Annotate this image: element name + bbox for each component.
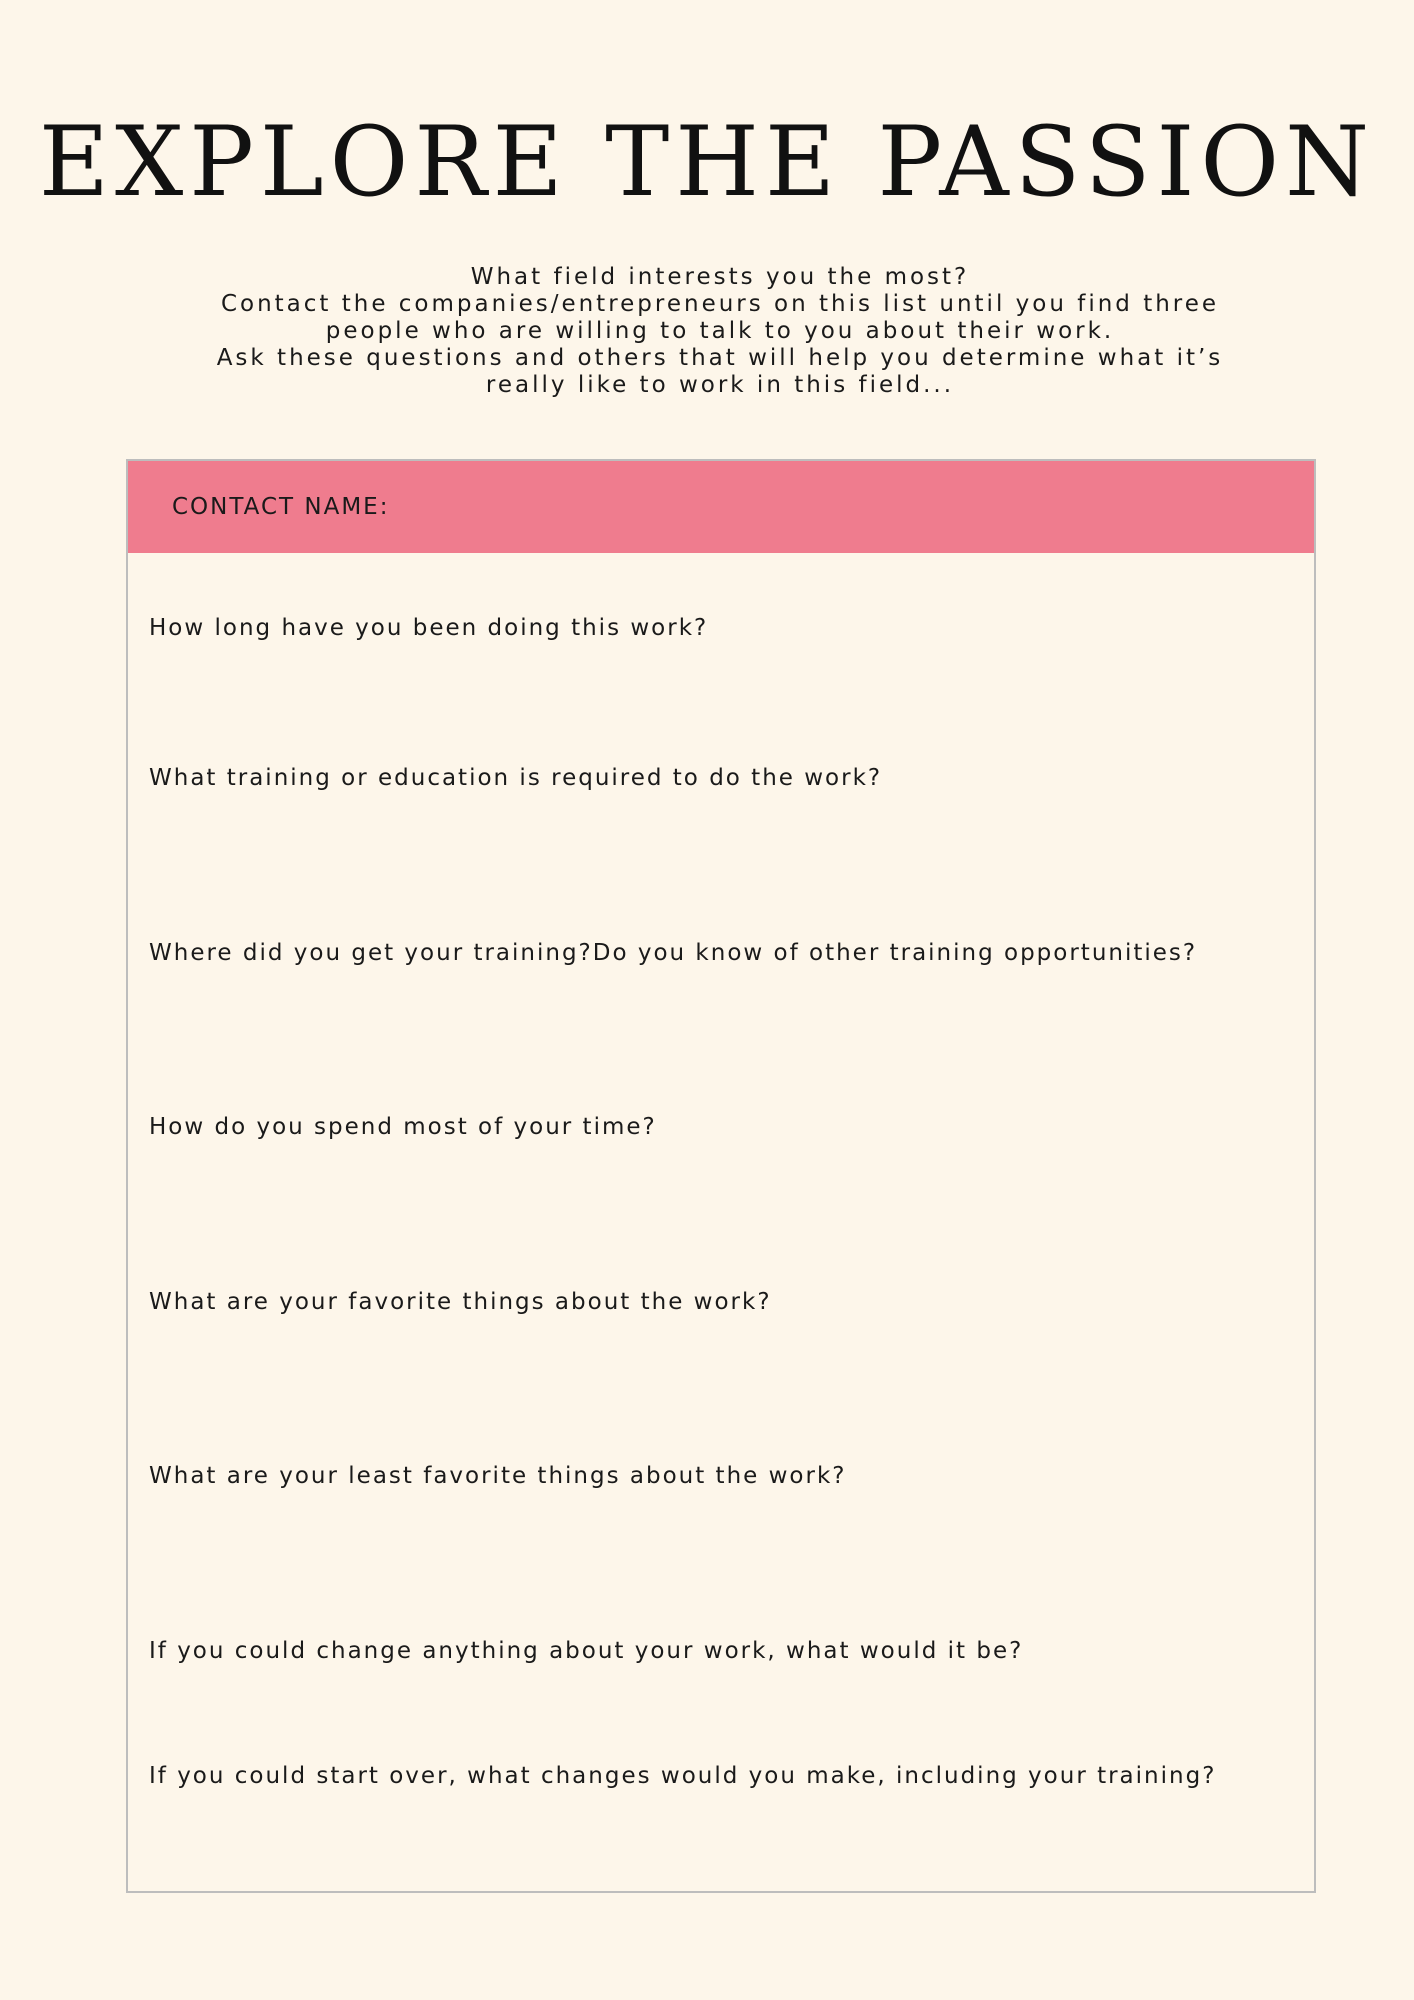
question-7: If you could change anything about your work, what would it be? — [149, 1638, 1024, 1664]
question-8: If you could start over, what changes would you make, including your training? — [149, 1763, 1217, 1789]
contact-name-label: CONTACT NAME: — [172, 494, 390, 520]
question-6: What are your least favorite things about the work? — [149, 1463, 847, 1489]
page-title: EXPLORE THE PASSION — [38, 106, 1376, 218]
intro-line-2: Contact the companies/entrepreneurs on this list until you find three people who are willing to talk to you about their work. — [220, 291, 1220, 344]
intro-line-3: Ask these questions and others that will help you determine what it’s really like to work in this field... — [216, 345, 1224, 398]
question-2: What training or education is required to do the work? — [149, 765, 883, 791]
question-1: How long have you been doing this work? — [149, 615, 709, 641]
question-3: Where did you get your training?Do you know of other training opportunities? — [149, 940, 1198, 966]
question-4: How do you spend most of your time? — [149, 1114, 657, 1140]
intro-text — [180, 264, 1260, 399]
question-5: What are your favorite things about the work? — [149, 1289, 772, 1315]
contact-name-header — [128, 461, 1314, 553]
intro-line-1: What field interests you the most? — [470, 264, 970, 290]
interview-form — [126, 459, 1316, 1893]
